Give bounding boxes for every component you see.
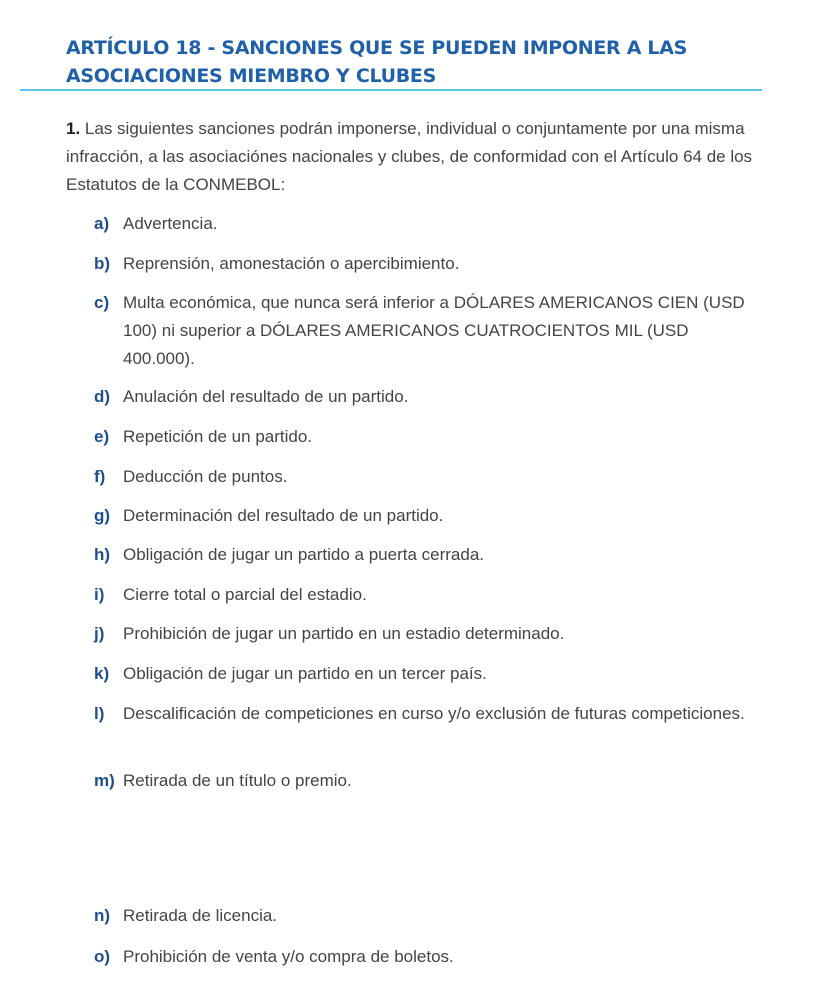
- sanction-text: Deducción de puntos.: [123, 467, 288, 486]
- sanction-item-l: [94, 700, 764, 728]
- sanction-letter: m): [94, 771, 115, 790]
- sanction-item-i: [94, 581, 764, 609]
- title-divider: [20, 89, 762, 91]
- sanction-text: Advertencia.: [123, 214, 218, 233]
- sanction-text: Retirada de un título o premio.: [123, 771, 352, 790]
- sanction-letter: c): [94, 293, 110, 312]
- sanction-text: Reprensión, amonestación o apercibimiento.: [123, 254, 460, 273]
- article-title: ARTÍCULO 18 - SANCIONES QUE SE PUEDEN IMPONER A LAS ASOCIACIONES MIEMBRO Y CLUBES: [66, 37, 688, 87]
- sanction-text: Determinación del resultado de un partido.: [123, 506, 444, 525]
- sanction-letter: j): [94, 624, 105, 643]
- sanction-item-b: [94, 250, 764, 278]
- sanction-text: Obligación de jugar un partido a puerta cerrada.: [123, 545, 485, 564]
- sanction-item-g: [94, 502, 764, 530]
- sanction-letter: n): [94, 906, 111, 925]
- sanction-text: Prohibición de jugar un partido en un estadio determinado.: [123, 624, 565, 643]
- sanction-text: Cierre total o parcial del estadio.: [123, 585, 367, 604]
- sanction-item-j: [94, 620, 764, 648]
- sanction-letter: d): [94, 387, 111, 406]
- sanction-letter: a): [94, 214, 110, 233]
- sanction-text: Anulación del resultado de un partido.: [123, 387, 409, 406]
- sanction-letter: g): [94, 506, 111, 525]
- intro-number: 1.: [66, 119, 81, 138]
- sanction-letter: i): [94, 585, 105, 604]
- sanction-item-f: [94, 463, 764, 491]
- sanction-text: Obligación de jugar un partido en un tercer país.: [123, 664, 487, 683]
- sanction-item-a: [94, 210, 764, 238]
- sanction-item-c: [94, 289, 764, 373]
- sanction-text: Prohibición de venta y/o compra de boletos.: [123, 947, 454, 966]
- sanction-item-n: [94, 902, 764, 930]
- sanction-text: Repetición de un partido.: [123, 427, 313, 446]
- sanction-letter: o): [94, 947, 111, 966]
- sanction-item-d: [94, 383, 764, 411]
- sanction-item-m: [94, 767, 764, 795]
- sanction-item-e: [94, 423, 764, 451]
- sanction-text: Retirada de licencia.: [123, 906, 278, 925]
- sanction-letter: b): [94, 254, 111, 273]
- sanction-text: Descalificación de competiciones en curso y/o exclusión de futuras competiciones.: [123, 704, 745, 723]
- sanction-text: Multa económica, que nunca será inferior a DÓLARES AMERICANOS CIEN (USD 100) ni superior a DÓLARES AMERICANOS CUATROCIENTOS MIL (USD 400.000).: [123, 293, 745, 368]
- sanction-letter: l): [94, 704, 105, 723]
- sanction-letter: h): [94, 545, 111, 564]
- sanction-item-h: [94, 541, 764, 569]
- sanction-letter: k): [94, 664, 110, 683]
- sanction-item-k: [94, 660, 764, 688]
- sanction-letter: f): [94, 467, 106, 486]
- sanction-item-o: [94, 943, 764, 971]
- intro-paragraph: [66, 115, 766, 199]
- intro-text: Las siguientes sanciones podrán imponerse, individual o conjuntamente por una misma infracción, a las asociaciónes nacionales y clubes, de conformidad con el Artículo 64 de los Estatutos de la CONMEBOL:: [66, 119, 753, 194]
- sanction-letter: e): [94, 427, 110, 446]
